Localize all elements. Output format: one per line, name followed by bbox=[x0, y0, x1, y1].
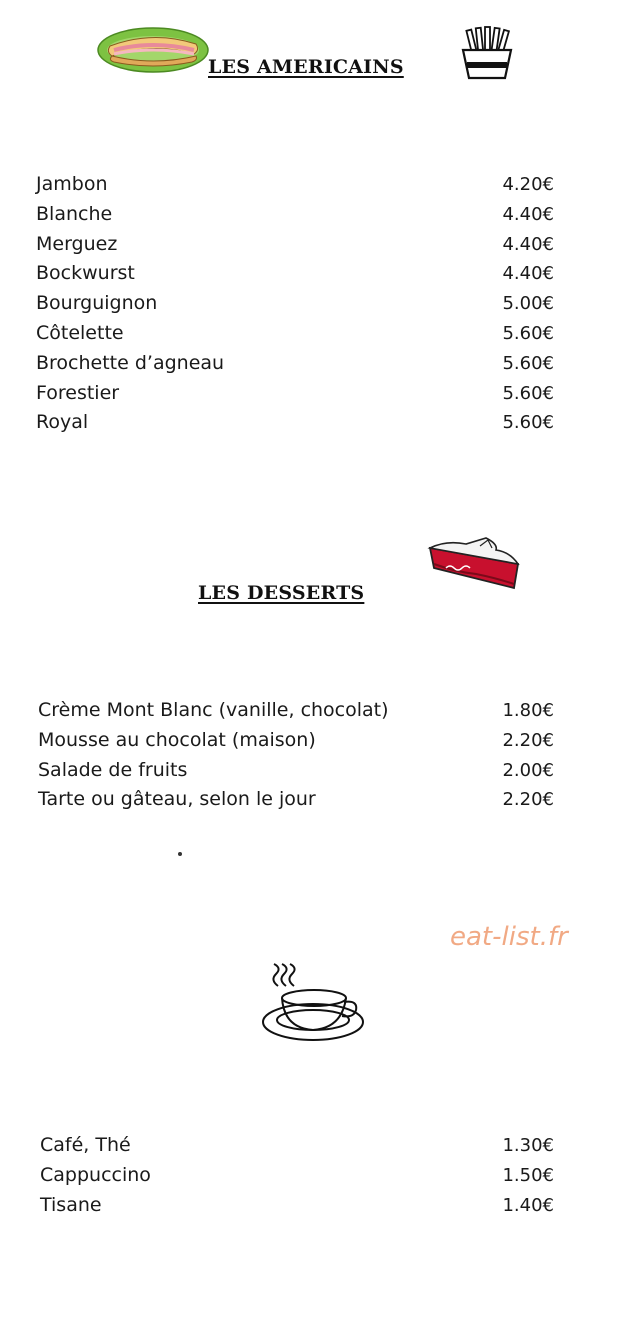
menu-item bbox=[38, 726, 554, 756]
item-name: Café, Thé bbox=[40, 1134, 131, 1156]
item-name: Côtelette bbox=[36, 321, 124, 344]
item-price: 2.20€ bbox=[502, 789, 554, 811]
item-price: 1.80€ bbox=[502, 700, 554, 721]
speck bbox=[178, 852, 182, 856]
americains-list bbox=[36, 170, 554, 438]
item-price: 5.60€ bbox=[502, 352, 554, 374]
menu-item bbox=[36, 379, 554, 409]
item-price: 1.50€ bbox=[502, 1164, 554, 1186]
item-price: 5.60€ bbox=[502, 322, 554, 344]
menu-item bbox=[40, 1131, 554, 1161]
item-name: Bourguignon bbox=[36, 292, 158, 315]
item-name: Cappuccino bbox=[40, 1163, 151, 1186]
item-price: 5.00€ bbox=[502, 293, 554, 315]
coffee-cup-icon bbox=[260, 960, 366, 1046]
menu-item bbox=[36, 230, 554, 260]
item-name: Salade de fruits bbox=[38, 758, 188, 781]
item-name: Brochette d’agneau bbox=[36, 351, 225, 374]
boissons-list bbox=[40, 1131, 554, 1220]
menu-item bbox=[40, 1191, 554, 1221]
item-price: 1.30€ bbox=[502, 1135, 554, 1156]
menu-item bbox=[36, 170, 554, 200]
item-name: Forestier bbox=[36, 381, 120, 404]
watermark: eat-list.fr bbox=[450, 922, 568, 952]
menu-item bbox=[36, 349, 554, 379]
item-price: 1.40€ bbox=[502, 1194, 554, 1216]
item-name: Mousse au chocolat (maison) bbox=[38, 728, 316, 751]
item-price: 4.40€ bbox=[502, 203, 554, 225]
item-price: 2.00€ bbox=[502, 759, 554, 781]
item-price: 4.40€ bbox=[502, 233, 554, 255]
pie-slice-icon bbox=[426, 534, 524, 592]
sandwich-icon bbox=[96, 26, 210, 74]
menu-item bbox=[36, 408, 554, 438]
item-name: Royal bbox=[36, 411, 89, 434]
fries-icon bbox=[455, 26, 519, 82]
desserts-list bbox=[38, 696, 554, 815]
item-name: Bockwurst bbox=[36, 262, 135, 285]
item-name: Tarte ou gâteau, selon le jour bbox=[38, 788, 316, 811]
menu-item bbox=[38, 756, 554, 786]
item-price: 5.60€ bbox=[502, 382, 554, 404]
item-name: Crème Mont Blanc (vanille, chocolat) bbox=[38, 699, 389, 721]
menu-item bbox=[38, 696, 554, 726]
menu-item bbox=[38, 785, 554, 815]
menu-item bbox=[36, 319, 554, 349]
item-name: Merguez bbox=[36, 232, 118, 255]
item-name: Tisane bbox=[40, 1193, 102, 1216]
item-name: Jambon bbox=[36, 173, 108, 195]
section-title-desserts: LES DESSERTS bbox=[198, 582, 365, 604]
item-price: 4.40€ bbox=[502, 263, 554, 285]
section-title-americains: LES AMERICAINS bbox=[208, 56, 404, 78]
item-price: 5.60€ bbox=[502, 412, 554, 434]
menu-item bbox=[36, 289, 554, 319]
menu-item bbox=[36, 259, 554, 289]
item-price: 4.20€ bbox=[502, 174, 554, 195]
item-price: 2.20€ bbox=[502, 729, 554, 751]
item-name: Blanche bbox=[36, 202, 113, 225]
menu-item bbox=[36, 200, 554, 230]
menu-item bbox=[40, 1161, 554, 1191]
